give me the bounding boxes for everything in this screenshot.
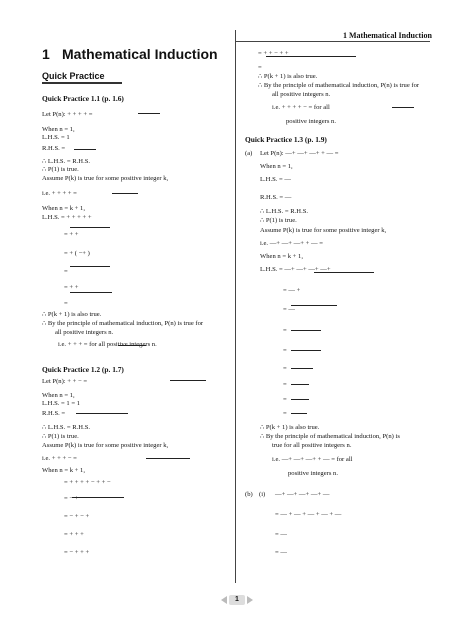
qp11-line-17: all positive integers n. <box>55 329 114 336</box>
qp12-line-1: When n = 1, <box>42 392 75 399</box>
qp13a-line-9: L.H.S. = —+ —+ —+ —+ <box>260 266 331 273</box>
qp13a-line-22: positive integers n. <box>288 470 338 477</box>
qp11-line-18: i.e. + + + = for all positive integers n. <box>58 341 157 348</box>
qp12-line-4: ∴ L.H.S. = R.H.S. <box>42 424 91 431</box>
footer-arrow-right <box>247 596 253 604</box>
qp11-heading: Quick Practice 1.1 (p. 1.6) <box>42 94 124 103</box>
right-top-line-6: positive integers n. <box>286 118 336 125</box>
right-top-line-1: = <box>258 64 262 71</box>
qp13a-line-11: = — <box>283 306 295 313</box>
qp13a-line-15: = <box>283 381 287 388</box>
qp12-line-0: Let P(n): + + − = <box>42 378 88 385</box>
qp11-line-4: ∴ L.H.S. = R.H.S. <box>42 158 91 165</box>
right-top-line-3: ∴ By the principle of mathematical induction, P(n) is true for <box>258 82 420 89</box>
qp12-line-13: = − + + + <box>64 549 90 556</box>
qp13a-line-14: = <box>283 365 287 372</box>
chapter-number: 1 <box>42 46 50 62</box>
qp13a-line-16: = <box>283 396 287 403</box>
running-header: 1 Mathematical Induction <box>343 31 432 40</box>
qp13a-line-20: true for all positive integers n. <box>272 442 352 449</box>
qp13b-line-1: = — + — + — + — + — <box>275 511 342 518</box>
section-title: Quick Practice <box>42 71 105 81</box>
qp11-line-12: = <box>64 268 68 275</box>
qp13a-line-6: Assume P(k) is true for some positive integer k, <box>260 227 387 234</box>
qp13a-line-21: i.e. —+ —+ —+ + — = for all <box>272 456 353 463</box>
qp11-line-14: = <box>64 300 68 307</box>
qp11-line-6: Assume P(k) is true for some positive integer k, <box>42 175 169 182</box>
qp12-line-11: = − + − + <box>64 513 90 520</box>
right-top-line-5: i.e. + + + + − = for all <box>272 104 330 111</box>
qp12-line-7: i.e. + + + − = <box>42 455 77 462</box>
right-top-line-0: = + + − + + <box>258 50 289 57</box>
qp12-line-8: When n = k + 1, <box>42 467 85 474</box>
qp11-line-5: ∴ P(1) is true. <box>42 166 79 173</box>
qp13a-line-19: ∴ By the principle of mathematical induction, P(n) is <box>260 433 400 440</box>
qp13a-line-0: Let P(n): —+ —+ —+ + — = <box>260 150 339 157</box>
qp11-line-11: = + ( −+ ) <box>64 250 90 257</box>
qp11-line-2: L.H.S. = 1 <box>42 134 70 141</box>
page-number: 1 <box>229 595 245 605</box>
qp11-line-7: i.e. + + + + = <box>42 190 77 197</box>
qp13a-line-12: = <box>283 327 287 334</box>
footer-arrow-left <box>221 596 227 604</box>
right-top-line-2: ∴ P(k + 1) is also true. <box>258 73 318 80</box>
column-divider <box>235 30 236 583</box>
qp12-line-9: = + + + + − + + − <box>64 479 111 486</box>
qp13a-line-7: i.e. —+ —+ —+ + — = <box>260 240 323 247</box>
chapter-title: Mathematical Induction <box>62 46 218 62</box>
qp12-line-10: = − + <box>64 495 79 502</box>
qp13-part-b-sub: (i) <box>259 491 266 498</box>
qp13b-line-0: —+ —+ —+ —+ — <box>275 491 330 498</box>
qp13a-line-1: When n = 1, <box>260 163 293 170</box>
qp12-line-6: Assume P(k) is true for some positive integer k, <box>42 442 169 449</box>
qp13-part-b-label: (b) <box>245 491 253 498</box>
qp11-line-0: Let P(n): + + + + = <box>42 111 93 118</box>
qp13a-line-5: ∴ P(1) is true. <box>260 217 297 224</box>
qp12-line-5: ∴ P(1) is true. <box>42 433 79 440</box>
qp11-line-13: = + + <box>64 284 79 291</box>
qp13a-line-17: = <box>283 410 287 417</box>
qp13a-line-4: ∴ L.H.S. = R.H.S. <box>260 208 309 215</box>
qp11-line-9: L.H.S. = + + + + + <box>42 214 92 221</box>
qp11-line-10: = + + <box>64 231 79 238</box>
qp13a-line-2: L.H.S. = — <box>260 176 292 183</box>
header-rule <box>236 41 430 42</box>
qp11-line-15: ∴ P(k + 1) is also true. <box>42 311 102 318</box>
section-underline <box>42 82 122 84</box>
qp13b-line-2: = — <box>275 531 287 538</box>
qp13a-line-13: = <box>283 347 287 354</box>
qp11-line-3: R.H.S. = <box>42 145 66 152</box>
qp13a-line-8: When n = k + 1, <box>260 253 303 260</box>
qp13a-line-3: R.H.S. = — <box>260 194 292 201</box>
qp13-part-a-label: (a) <box>245 150 253 157</box>
qp13a-line-18: ∴ P(k + 1) is also true. <box>260 424 320 431</box>
qp12-line-12: = + + + <box>64 531 84 538</box>
qp11-line-8: When n = k + 1, <box>42 205 85 212</box>
right-top-line-4: all positive integers n. <box>272 91 331 98</box>
qp12-heading: Quick Practice 1.2 (p. 1.7) <box>42 365 124 374</box>
qp13b-line-3: = — <box>275 549 287 556</box>
qp13-heading: Quick Practice 1.3 (p. 1.9) <box>245 135 327 144</box>
qp12-line-2: L.H.S. = 1 = 1 <box>42 400 81 407</box>
qp11-line-1: When n = 1, <box>42 126 75 133</box>
qp12-line-3: R.H.S. = <box>42 410 66 417</box>
qp13a-line-10: = — + <box>283 287 301 294</box>
qp11-line-16: ∴ By the principle of mathematical induction, P(n) is true for <box>42 320 204 327</box>
